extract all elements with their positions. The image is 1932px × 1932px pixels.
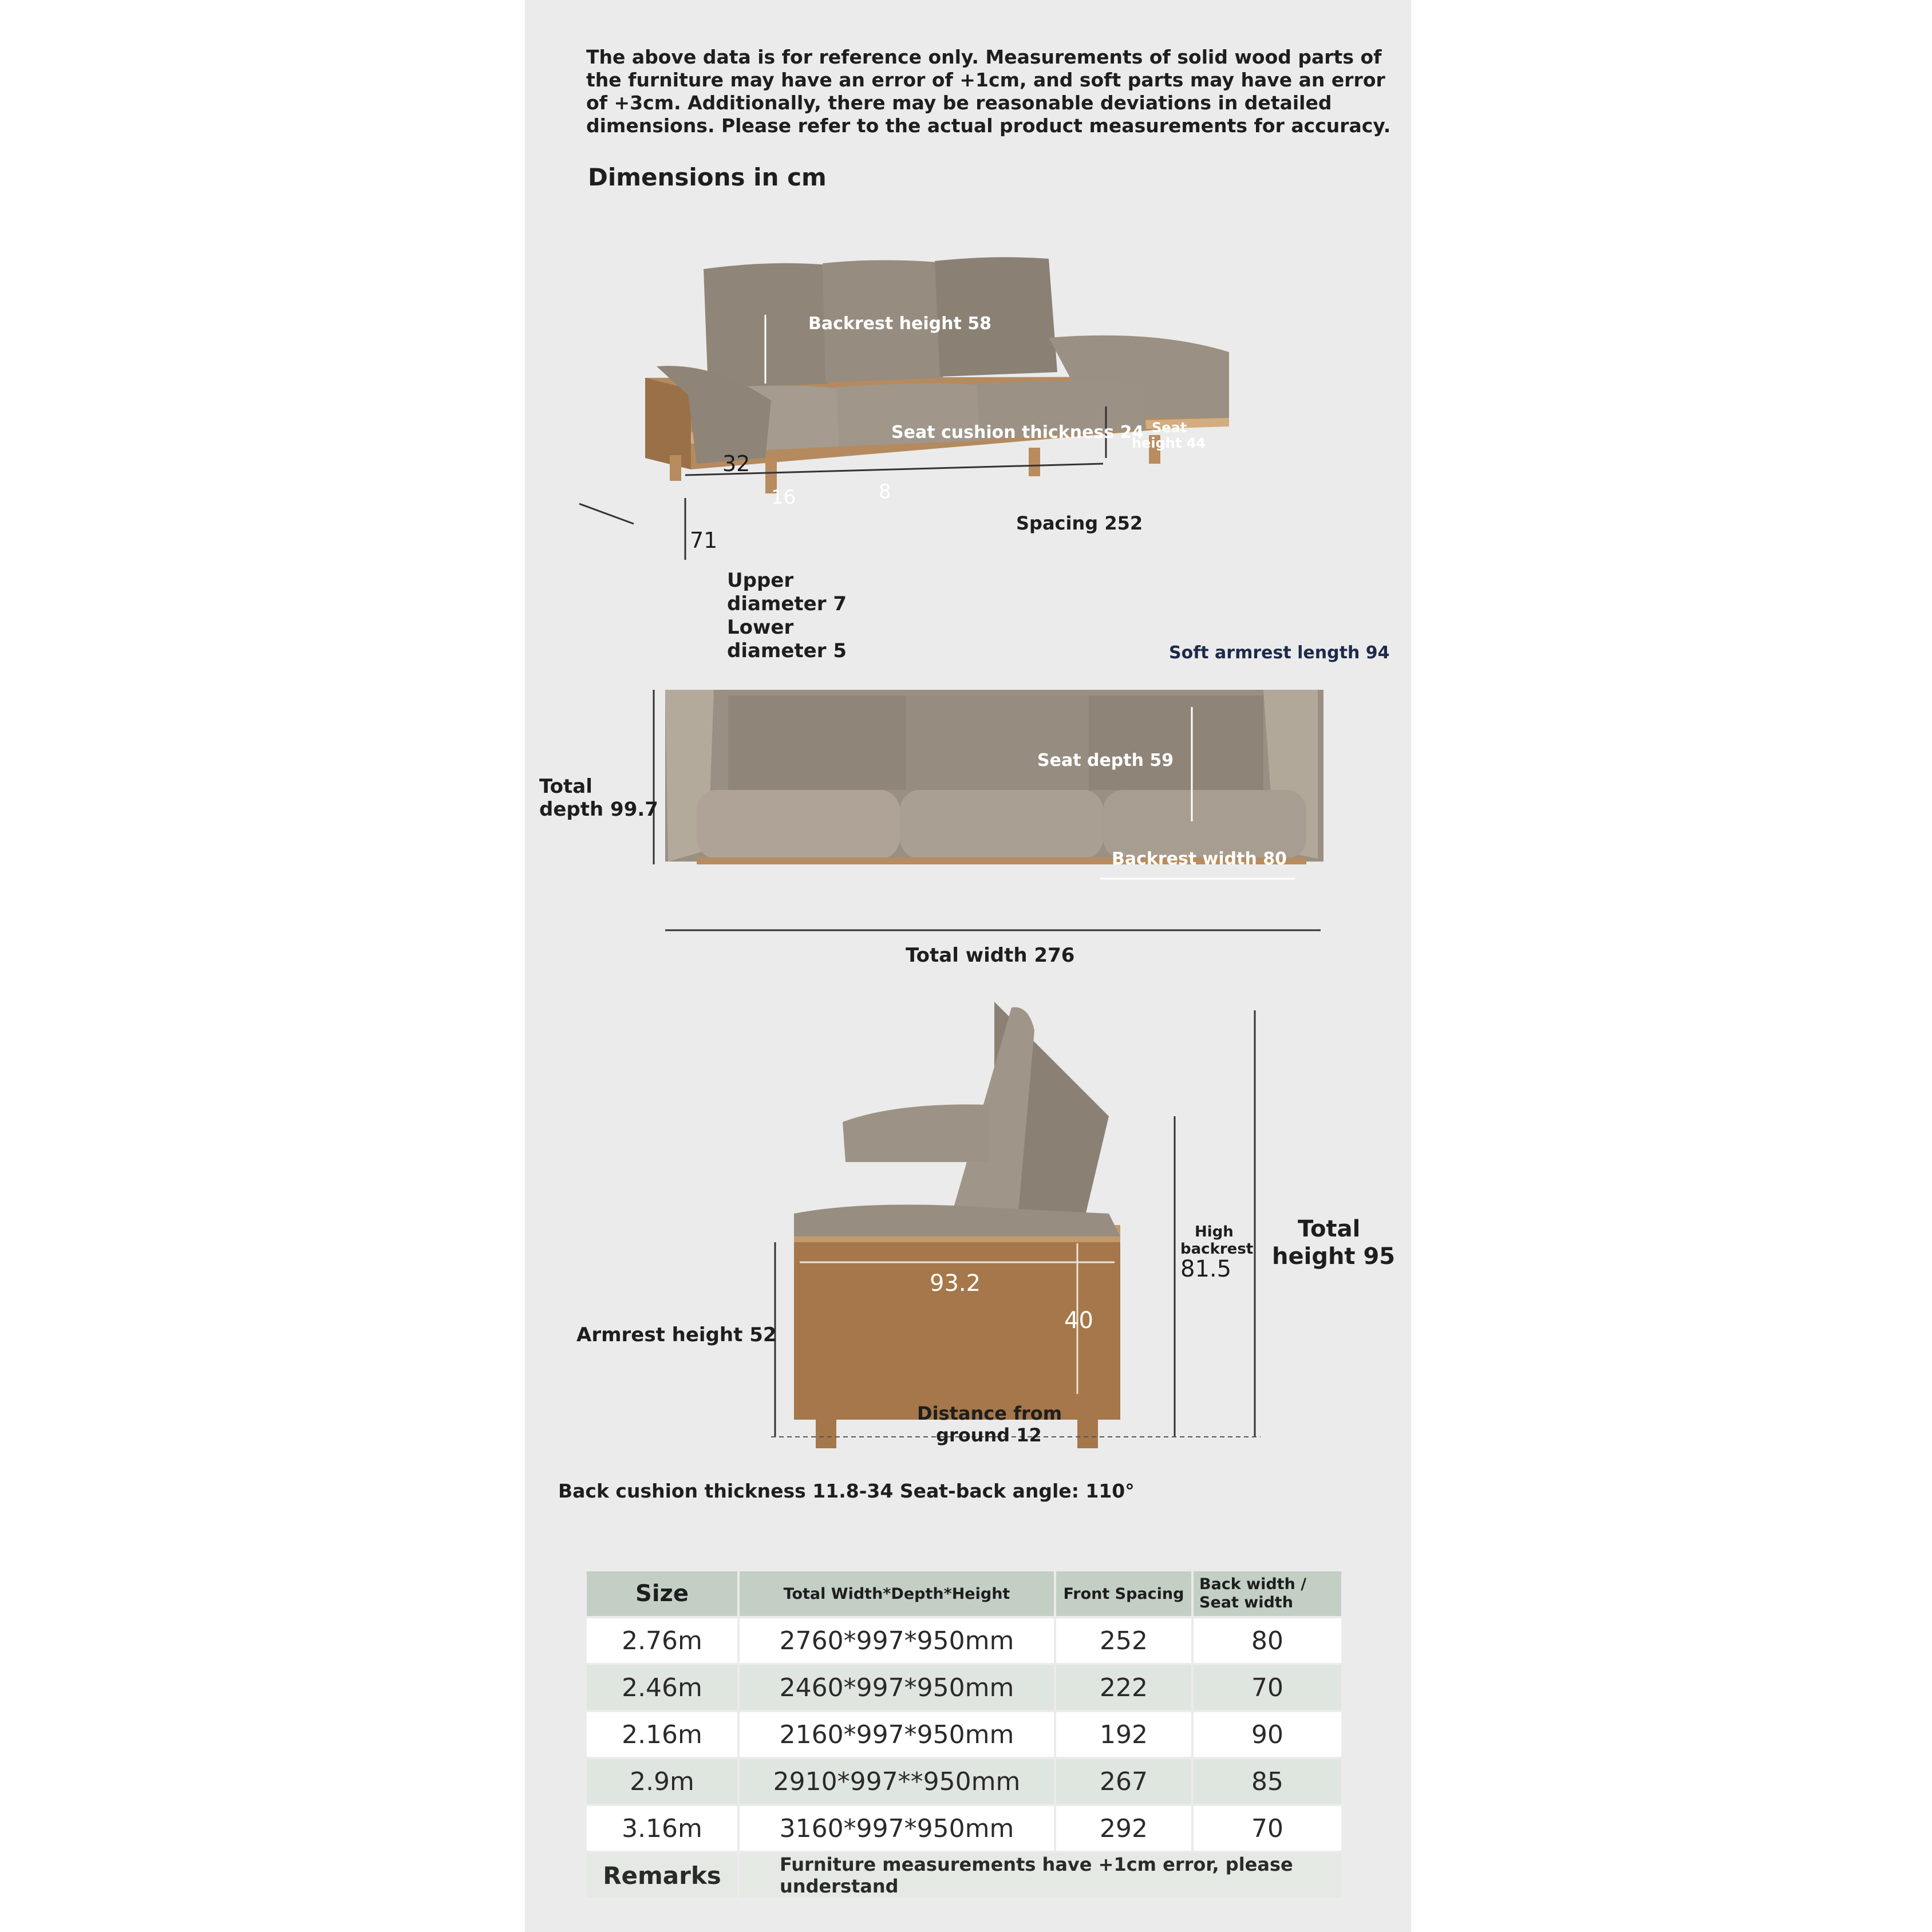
seat-height-label-2: height 44 (1132, 435, 1206, 451)
cell-dimensions: 3160*997*950mm (738, 1805, 1055, 1852)
sofa-leg (1029, 448, 1040, 476)
cell-size: 2.9m (587, 1758, 738, 1805)
backrest-height-label: Backrest height 58 (808, 314, 991, 334)
total-depth-line1: Total (539, 775, 592, 798)
total-height-line2: height 95 (1272, 1243, 1396, 1270)
arm-32-label: 32 (722, 451, 750, 476)
backrest-width-label: Backrest width 80 (1112, 849, 1287, 869)
header-size: Size (587, 1571, 738, 1617)
table-row (587, 1758, 1342, 1805)
seat-cushion (900, 790, 1103, 859)
table-row (587, 1664, 1342, 1711)
sofa-perspective-view (525, 229, 1411, 687)
far-armrest (843, 1104, 989, 1162)
leg-upper-line2: diameter 7 (727, 592, 847, 615)
arm-width-label: 93.2 (930, 1270, 981, 1297)
reference-note: The above data is for reference only. Measurements of solid wood parts of the furniture may have an error of +1cm, and soft parts may have an error of +3cm. Additionally, there may be reasonable deviations in detailed dimensions. Please refer to the actual product measurements for accuracy. (586, 46, 1391, 137)
remarks-label: Remarks (587, 1852, 738, 1898)
arm-16-label: 16 (771, 486, 796, 509)
cell-width: 80 (1192, 1617, 1342, 1664)
arm-8-label: 8 (879, 480, 891, 503)
total-depth-line2: depth 99.7 (539, 798, 658, 821)
cell-width: 70 (1192, 1805, 1342, 1852)
armrest-height-label: Armrest height 52 (576, 1323, 777, 1346)
cell-dimensions: 2160*997*950mm (738, 1711, 1055, 1758)
ground-distance-line1: Distance from (917, 1402, 1062, 1424)
sofa-side-view (525, 996, 1411, 1448)
product-panel (525, 0, 1411, 1932)
table-row (587, 1805, 1342, 1852)
header-dimensions: Total Width*Depth*Height (738, 1571, 1055, 1617)
dimensions-heading: Dimensions in cm (588, 163, 827, 191)
sofa-leg (1077, 1417, 1098, 1448)
cell-size: 2.46m (587, 1664, 738, 1711)
cell-size: 2.76m (587, 1617, 738, 1664)
cell-spacing: 252 (1055, 1617, 1192, 1664)
cell-spacing: 192 (1055, 1711, 1192, 1758)
cell-dimensions: 2460*997*950mm (738, 1664, 1055, 1711)
ground-distance-line2: ground 12 (936, 1424, 1042, 1446)
cell-dimensions: 2760*997*950mm (738, 1617, 1055, 1664)
back-cushion (728, 696, 906, 790)
back-cushion (1089, 696, 1263, 790)
size-spec-table (587, 1571, 1344, 1898)
table-row (587, 1617, 1342, 1664)
sofa-leg (816, 1417, 836, 1448)
cell-dimensions: 2910*997**950mm (738, 1758, 1055, 1805)
leg-lower-line2: diameter 5 (727, 639, 847, 662)
seat-cushion (697, 790, 900, 859)
remarks-row (587, 1852, 1342, 1898)
cell-spacing: 267 (1055, 1758, 1192, 1805)
sofa-leg (670, 455, 681, 481)
seat-depth-label: Seat depth 59 (1037, 750, 1174, 771)
spacing-label: Spacing 252 (1016, 512, 1143, 534)
table-header-row (587, 1571, 1342, 1617)
soft-armrest-label: Soft armrest length 94 (1169, 643, 1390, 663)
leg-lower-line1: Lower (727, 616, 794, 639)
cell-spacing: 292 (1055, 1805, 1192, 1852)
back-cushion (906, 696, 1089, 790)
cushion-angle-note: Back cushion thickness 11.8-34 Seat-back angle: 110° (558, 1480, 1135, 1502)
cell-size: 2.16m (587, 1711, 738, 1758)
seat-cushion-thickness-label: Seat cushion thickness 24 (891, 422, 1144, 442)
high-backrest-value: 81.5 (1180, 1256, 1232, 1282)
header-seat-width: Seat width (1199, 1594, 1293, 1611)
cell-size: 3.16m (587, 1805, 738, 1852)
leg-upper-line1: Upper (727, 569, 794, 592)
seat-height-label-1: Seat (1152, 420, 1187, 436)
total-height-line1: Total (1298, 1216, 1361, 1242)
cell-width: 70 (1192, 1664, 1342, 1711)
total-width-label: Total width 276 (906, 944, 1075, 967)
high-backrest-line2: backrest (1180, 1240, 1254, 1258)
header-back-seat-width (1192, 1571, 1342, 1617)
cell-width: 90 (1192, 1711, 1342, 1758)
seat-cushion (1103, 790, 1306, 859)
table-row (587, 1711, 1342, 1758)
header-front-spacing: Front Spacing (1055, 1571, 1192, 1617)
cell-spacing: 222 (1055, 1664, 1192, 1711)
header-back-width: Back width / (1199, 1575, 1307, 1593)
cell-width: 85 (1192, 1758, 1342, 1805)
sofa-front-view (525, 675, 1411, 985)
depth-71-label: 71 (690, 528, 718, 553)
arm-40-label: 40 (1064, 1307, 1093, 1334)
high-backrest-line1: High (1195, 1223, 1234, 1240)
remarks-text: Furniture measurements have +1cm error, please understand (738, 1852, 1342, 1898)
